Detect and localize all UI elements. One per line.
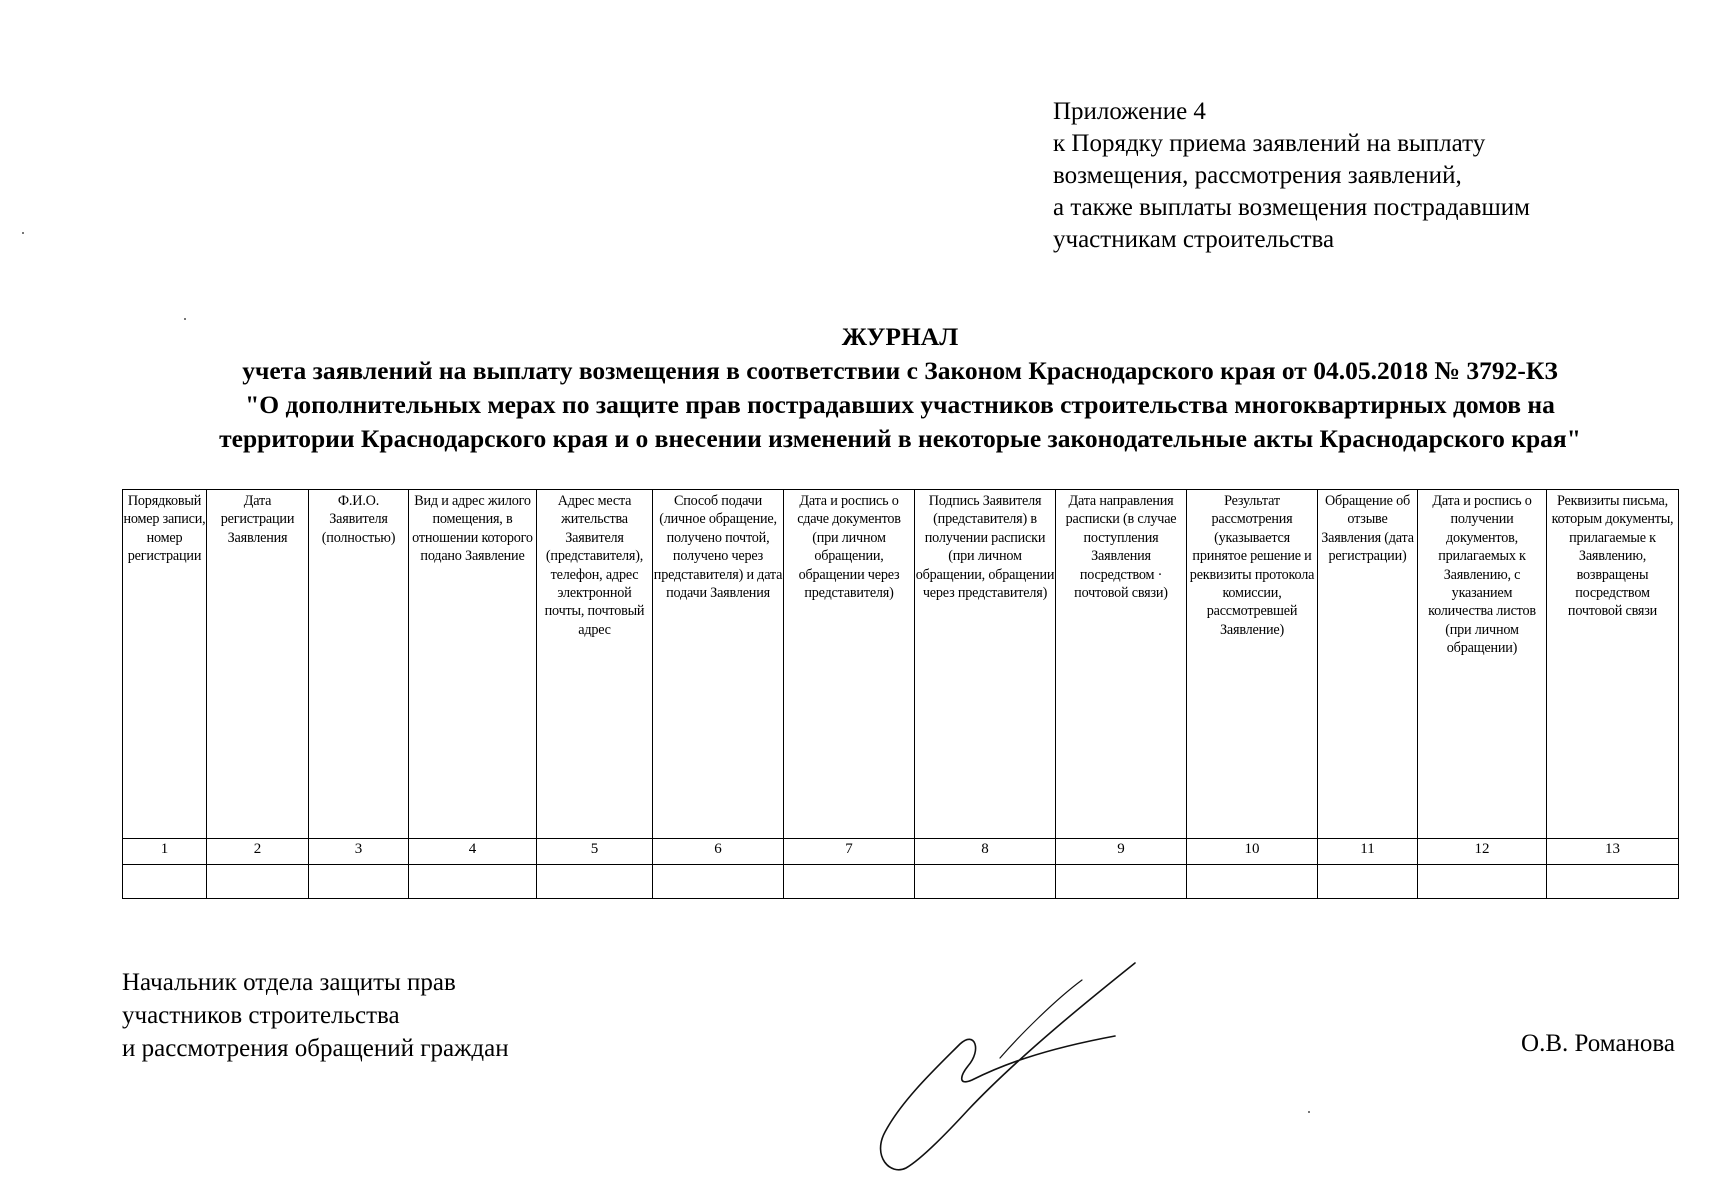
column-number: 13 bbox=[1547, 839, 1679, 865]
table-cell bbox=[784, 865, 915, 899]
column-header: Дата и роспись о получении документов, прилагаемых к Заявлению, с указанием количества листов (при личном обращении) bbox=[1418, 490, 1547, 839]
appendix-line: участникам строительства bbox=[1053, 226, 1335, 253]
table-cell bbox=[1056, 865, 1187, 899]
column-number: 6 bbox=[653, 839, 784, 865]
column-number: 12 bbox=[1418, 839, 1547, 865]
column-number: 8 bbox=[915, 839, 1056, 865]
table-cell bbox=[207, 865, 309, 899]
position-line: участников строительства bbox=[122, 1002, 400, 1029]
column-header: Дата и роспись о сдаче документов (при личном обращении, обращении через представителя) bbox=[784, 490, 915, 839]
column-header: Адрес места жительства Заявителя (представителя), телефон, адрес электронной почты, почтовый адрес bbox=[537, 490, 653, 839]
column-header: Дата регистрации Заявления bbox=[207, 490, 309, 839]
table-cell bbox=[123, 865, 207, 899]
title-line: территории Краснодарского края и о внесении изменений в некоторые законодательные акты Краснодарского края" bbox=[219, 424, 1581, 453]
column-number: 5 bbox=[537, 839, 653, 865]
table-cell bbox=[409, 865, 537, 899]
column-number: 11 bbox=[1318, 839, 1418, 865]
scan-speck bbox=[184, 318, 186, 320]
column-number: 2 bbox=[207, 839, 309, 865]
appendix-line: возмещения, рассмотрения заявлений, bbox=[1053, 162, 1462, 189]
table-cell bbox=[537, 865, 653, 899]
table-row-empty bbox=[123, 865, 1679, 899]
title-heading: ЖУРНАЛ bbox=[841, 322, 959, 351]
scan-speck bbox=[22, 232, 24, 234]
column-header: Порядковый номер записи, номер регистрации bbox=[123, 490, 207, 839]
position-line: Начальник отдела защиты прав bbox=[122, 969, 456, 996]
position-line: и рассмотрения обращений граждан bbox=[122, 1035, 509, 1062]
column-number-row bbox=[123, 839, 1679, 865]
table-cell bbox=[1418, 865, 1547, 899]
table-cell bbox=[915, 865, 1056, 899]
table-cell bbox=[1187, 865, 1318, 899]
document-title bbox=[150, 320, 1650, 456]
scan-speck bbox=[1308, 1111, 1310, 1113]
table-cell bbox=[653, 865, 784, 899]
title-line: учета заявлений на выплату возмещения в соответствии с Законом Краснодарского края от 04.05.2018 № 3792-КЗ bbox=[242, 356, 1558, 385]
signer-position bbox=[122, 966, 509, 1065]
column-number: 9 bbox=[1056, 839, 1187, 865]
column-number: 1 bbox=[123, 839, 207, 865]
column-header: Ф.И.О. Заявителя (полностью) bbox=[309, 490, 409, 839]
column-number: 10 bbox=[1187, 839, 1318, 865]
column-header: Обращение об отзыве Заявления (дата регистрации) bbox=[1318, 490, 1418, 839]
appendix-note bbox=[1053, 96, 1530, 256]
column-header: Вид и адрес жилого помещения, в отношении которого подано Заявление bbox=[409, 490, 537, 839]
table-cell bbox=[1318, 865, 1418, 899]
journal-table bbox=[122, 489, 1679, 899]
signer-name: О.В. Романова bbox=[1521, 1030, 1675, 1057]
column-header: Реквизиты письма, которым документы, прилагаемые к Заявлению, возвращены посредством почтовой связи bbox=[1547, 490, 1679, 839]
appendix-line: а также выплаты возмещения пострадавшим bbox=[1053, 194, 1530, 221]
table-cell bbox=[309, 865, 409, 899]
appendix-line: Приложение 4 bbox=[1053, 98, 1206, 125]
appendix-line: к Порядку приема заявлений на выплату bbox=[1053, 130, 1486, 157]
table-cell bbox=[1547, 865, 1679, 899]
handwritten-signature bbox=[850, 940, 1150, 1180]
column-header: Дата направления расписки (в случае поступления Заявления посредством · почтовой связи) bbox=[1056, 490, 1187, 839]
column-number: 4 bbox=[409, 839, 537, 865]
title-line: "О дополнительных мерах по защите прав пострадавших участников строительства многоквартирных домов на bbox=[245, 390, 1555, 419]
column-header: Подпись Заявителя (представителя) в получении расписки (при личном обращении, обращении через представителя) bbox=[915, 490, 1056, 839]
column-number: 7 bbox=[784, 839, 915, 865]
table-header-row bbox=[123, 490, 1679, 839]
column-number: 3 bbox=[309, 839, 409, 865]
column-header: Способ подачи (личное обращение, получено почтой, получено через представителя) и дата подачи Заявления bbox=[653, 490, 784, 839]
column-header: Результат рассмотрения (указывается принятое решение и реквизиты протокола комиссии, рассмотревшей Заявление) bbox=[1187, 490, 1318, 839]
